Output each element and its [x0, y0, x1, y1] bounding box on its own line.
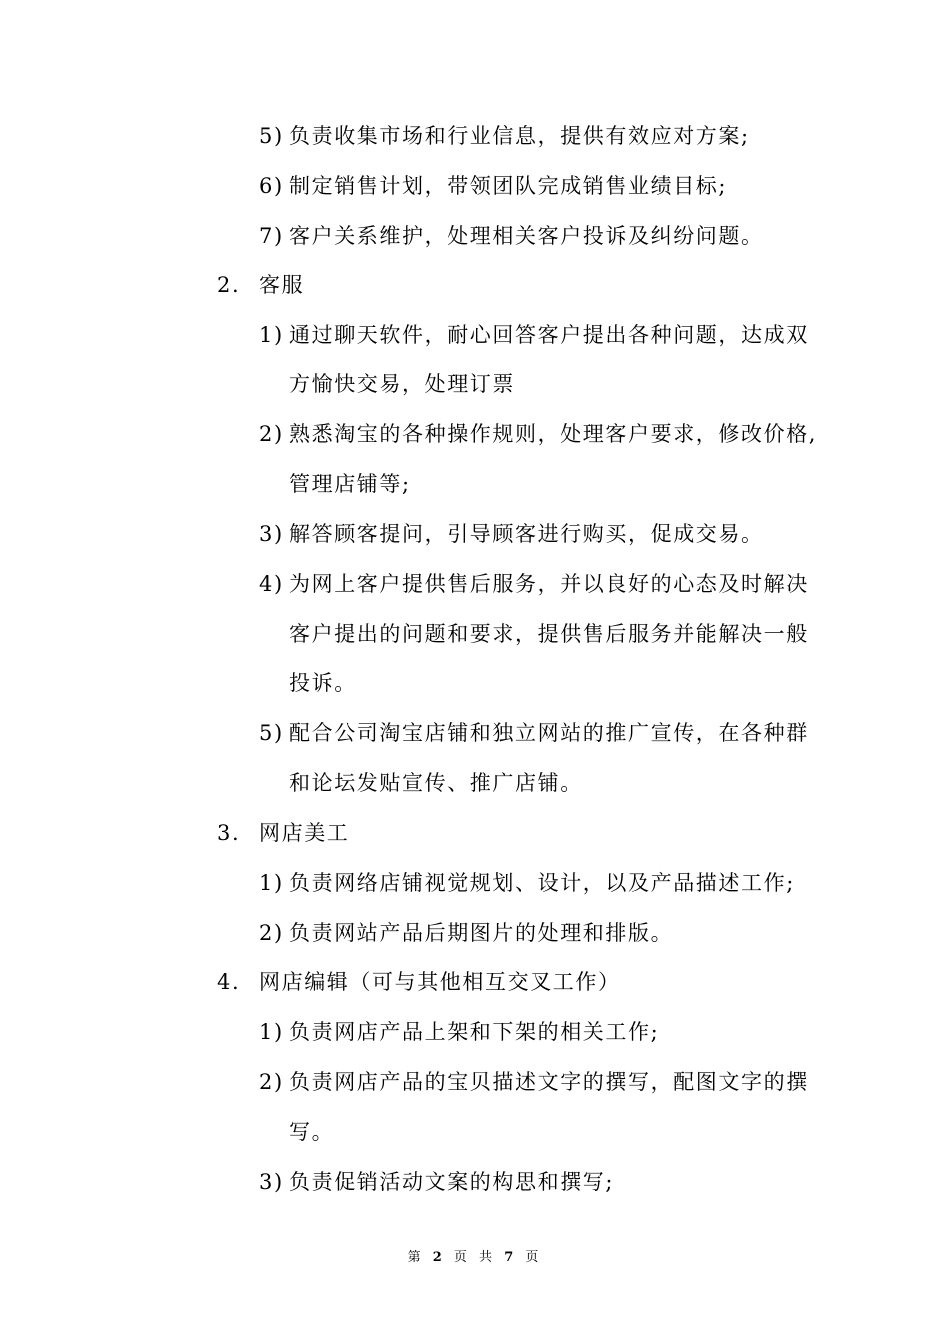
item-number: 3)	[259, 522, 284, 546]
section-title: 网店编辑（可与其他相互交叉工作）	[259, 970, 621, 994]
item-number: 6)	[259, 174, 284, 198]
item-text: 负责网店产品上架和下架的相关工作;	[289, 1020, 660, 1044]
item-text: 负责网店产品的宝贝描述文字的撰写，配图文字的撰	[289, 1070, 809, 1094]
item-text: 负责收集市场和行业信息，提供有效应对方案;	[289, 124, 750, 148]
item-number: 2)	[259, 1070, 284, 1094]
section-title: 客服	[259, 273, 305, 297]
item-number: 1)	[259, 323, 284, 347]
item-text: 通过聊天软件，耐心回答客户提出各种问题，达成双	[289, 323, 809, 347]
total-pages-number: 7	[504, 1250, 518, 1265]
item-text: 负责促销活动文案的构思和撰写;	[289, 1170, 615, 1194]
item-text: 方愉快交易，处理订票	[289, 372, 515, 396]
item-text: 配合公司淘宝店铺和独立网站的推广宣传，在各种群	[289, 721, 809, 745]
item-text: 写。	[289, 1120, 335, 1144]
item-number: 4)	[259, 572, 284, 596]
item-text: 投诉。	[289, 671, 357, 695]
item-text: 管理店铺等;	[289, 472, 411, 496]
item-text: 和论坛发贴宣传、推广店铺。	[289, 771, 583, 795]
item-number: 1)	[259, 871, 284, 895]
section-number: 3.	[217, 821, 241, 845]
section-number: 2.	[217, 273, 241, 297]
page-footer	[0, 1249, 950, 1267]
item-text: 为网上客户提供售后服务，并以良好的心态及时解决	[289, 572, 809, 596]
footer-mid: 页 共	[453, 1250, 497, 1265]
item-text: 负责网络店铺视觉规划、设计，以及产品描述工作;	[289, 871, 795, 895]
item-text: 客户提出的问题和要求，提供售后服务并能解决一般	[289, 622, 809, 646]
item-text: 制定销售计划，带领团队完成销售业绩目标;	[289, 174, 728, 198]
item-number: 2)	[259, 422, 284, 446]
item-number: 5)	[259, 721, 284, 745]
item-number: 7)	[259, 224, 284, 248]
footer-suffix: 页	[525, 1250, 543, 1265]
item-text: 解答顾客提问，引导顾客进行购买，促成交易。	[289, 522, 764, 546]
item-number: 5)	[259, 124, 284, 148]
item-text: 负责网站产品后期图片的处理和排版。	[289, 921, 674, 945]
current-page-number: 2	[432, 1250, 446, 1265]
section-title: 网店美工	[259, 821, 350, 845]
footer-prefix: 第	[407, 1250, 425, 1265]
item-number: 3)	[259, 1170, 284, 1194]
item-text: 熟悉淘宝的各种操作规则，处理客户要求，修改价格,	[289, 422, 818, 446]
section-number: 4.	[217, 970, 241, 994]
item-text: 客户关系维护，处理相关客户投诉及纠纷问题。	[289, 224, 764, 248]
item-number: 2)	[259, 921, 284, 945]
item-number: 1)	[259, 1020, 284, 1044]
